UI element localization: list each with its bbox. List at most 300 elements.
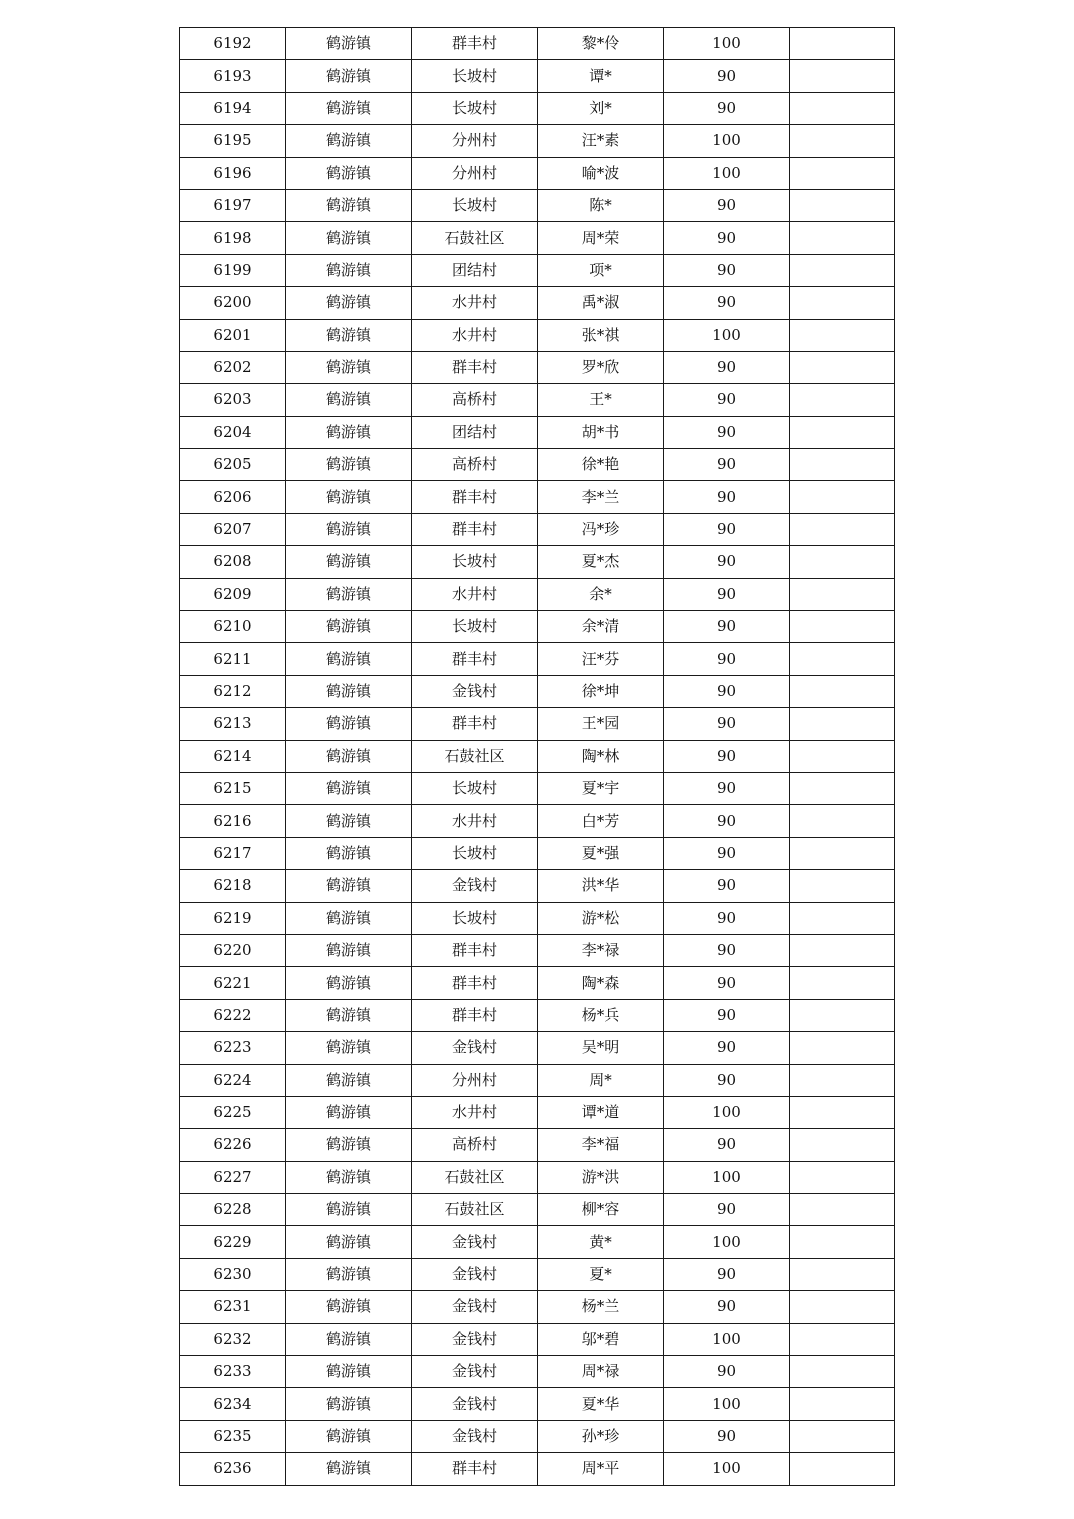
village-cell: 高桥村 bbox=[412, 449, 538, 481]
serial-number-cell: 6226 bbox=[180, 1129, 286, 1161]
village-cell: 长坡村 bbox=[412, 902, 538, 934]
amount-cell: 100 bbox=[664, 28, 790, 60]
table-row bbox=[180, 157, 895, 189]
table-row bbox=[180, 384, 895, 416]
town-cell: 鹤游镇 bbox=[286, 157, 412, 189]
village-cell: 金钱村 bbox=[412, 1291, 538, 1323]
name-cell: 杨*兰 bbox=[538, 1291, 664, 1323]
town-cell: 鹤游镇 bbox=[286, 449, 412, 481]
note-cell bbox=[790, 1258, 895, 1290]
village-cell: 金钱村 bbox=[412, 1226, 538, 1258]
note-cell bbox=[790, 1291, 895, 1323]
name-cell: 徐*坤 bbox=[538, 675, 664, 707]
amount-cell: 100 bbox=[664, 1388, 790, 1420]
town-cell: 鹤游镇 bbox=[286, 222, 412, 254]
table-row bbox=[180, 1161, 895, 1193]
table-row bbox=[180, 967, 895, 999]
name-cell: 项* bbox=[538, 254, 664, 286]
table-row bbox=[180, 416, 895, 448]
serial-number-cell: 6221 bbox=[180, 967, 286, 999]
note-cell bbox=[790, 1161, 895, 1193]
village-cell: 群丰村 bbox=[412, 967, 538, 999]
name-cell: 李*兰 bbox=[538, 481, 664, 513]
amount-cell: 90 bbox=[664, 449, 790, 481]
table-row bbox=[180, 546, 895, 578]
serial-number-cell: 6197 bbox=[180, 189, 286, 221]
name-cell: 夏*宇 bbox=[538, 772, 664, 804]
serial-number-cell: 6225 bbox=[180, 1096, 286, 1128]
amount-cell: 90 bbox=[664, 578, 790, 610]
note-cell bbox=[790, 643, 895, 675]
serial-number-cell: 6209 bbox=[180, 578, 286, 610]
serial-number-cell: 6223 bbox=[180, 1032, 286, 1064]
note-cell bbox=[790, 1096, 895, 1128]
town-cell: 鹤游镇 bbox=[286, 902, 412, 934]
table-row bbox=[180, 837, 895, 869]
village-cell: 水井村 bbox=[412, 578, 538, 610]
name-cell: 游*洪 bbox=[538, 1161, 664, 1193]
amount-cell: 90 bbox=[664, 416, 790, 448]
town-cell: 鹤游镇 bbox=[286, 1129, 412, 1161]
serial-number-cell: 6208 bbox=[180, 546, 286, 578]
table-row bbox=[180, 1194, 895, 1226]
town-cell: 鹤游镇 bbox=[286, 319, 412, 351]
town-cell: 鹤游镇 bbox=[286, 837, 412, 869]
table-row bbox=[180, 287, 895, 319]
name-cell: 谭* bbox=[538, 60, 664, 92]
note-cell bbox=[790, 28, 895, 60]
table-row bbox=[180, 28, 895, 60]
serial-number-cell: 6207 bbox=[180, 513, 286, 545]
serial-number-cell: 6204 bbox=[180, 416, 286, 448]
table-row bbox=[180, 189, 895, 221]
village-cell: 长坡村 bbox=[412, 546, 538, 578]
name-cell: 孙*珍 bbox=[538, 1420, 664, 1452]
town-cell: 鹤游镇 bbox=[286, 513, 412, 545]
table-row bbox=[180, 578, 895, 610]
serial-number-cell: 6215 bbox=[180, 772, 286, 804]
amount-cell: 90 bbox=[664, 1129, 790, 1161]
table-row bbox=[180, 1096, 895, 1128]
note-cell bbox=[790, 1420, 895, 1452]
note-cell bbox=[790, 967, 895, 999]
note-cell bbox=[790, 1323, 895, 1355]
note-cell bbox=[790, 578, 895, 610]
document-page bbox=[179, 27, 895, 1486]
roster-table bbox=[179, 27, 895, 1486]
serial-number-cell: 6224 bbox=[180, 1064, 286, 1096]
name-cell: 张*祺 bbox=[538, 319, 664, 351]
village-cell: 群丰村 bbox=[412, 28, 538, 60]
village-cell: 石鼓社区 bbox=[412, 222, 538, 254]
amount-cell: 90 bbox=[664, 999, 790, 1031]
note-cell bbox=[790, 1356, 895, 1388]
name-cell: 汪*素 bbox=[538, 125, 664, 157]
amount-cell: 100 bbox=[664, 1453, 790, 1485]
amount-cell: 90 bbox=[664, 772, 790, 804]
amount-cell: 90 bbox=[664, 254, 790, 286]
amount-cell: 90 bbox=[664, 902, 790, 934]
name-cell: 洪*华 bbox=[538, 870, 664, 902]
village-cell: 群丰村 bbox=[412, 643, 538, 675]
village-cell: 长坡村 bbox=[412, 189, 538, 221]
town-cell: 鹤游镇 bbox=[286, 1388, 412, 1420]
note-cell bbox=[790, 1129, 895, 1161]
town-cell: 鹤游镇 bbox=[286, 1226, 412, 1258]
table-row bbox=[180, 1258, 895, 1290]
name-cell: 王*园 bbox=[538, 708, 664, 740]
note-cell bbox=[790, 772, 895, 804]
serial-number-cell: 6214 bbox=[180, 740, 286, 772]
name-cell: 王* bbox=[538, 384, 664, 416]
amount-cell: 90 bbox=[664, 92, 790, 124]
amount-cell: 90 bbox=[664, 60, 790, 92]
village-cell: 长坡村 bbox=[412, 92, 538, 124]
serial-number-cell: 6229 bbox=[180, 1226, 286, 1258]
table-row bbox=[180, 222, 895, 254]
village-cell: 分州村 bbox=[412, 1064, 538, 1096]
name-cell: 余*清 bbox=[538, 611, 664, 643]
village-cell: 长坡村 bbox=[412, 611, 538, 643]
village-cell: 群丰村 bbox=[412, 513, 538, 545]
table-row bbox=[180, 740, 895, 772]
town-cell: 鹤游镇 bbox=[286, 967, 412, 999]
note-cell bbox=[790, 319, 895, 351]
amount-cell: 90 bbox=[664, 740, 790, 772]
table-row bbox=[180, 902, 895, 934]
village-cell: 水井村 bbox=[412, 287, 538, 319]
note-cell bbox=[790, 837, 895, 869]
name-cell: 汪*芬 bbox=[538, 643, 664, 675]
note-cell bbox=[790, 287, 895, 319]
village-cell: 长坡村 bbox=[412, 60, 538, 92]
village-cell: 分州村 bbox=[412, 125, 538, 157]
serial-number-cell: 6201 bbox=[180, 319, 286, 351]
town-cell: 鹤游镇 bbox=[286, 384, 412, 416]
name-cell: 白*芳 bbox=[538, 805, 664, 837]
note-cell bbox=[790, 1453, 895, 1485]
name-cell: 谭*道 bbox=[538, 1096, 664, 1128]
town-cell: 鹤游镇 bbox=[286, 1291, 412, 1323]
serial-number-cell: 6232 bbox=[180, 1323, 286, 1355]
name-cell: 黎*伶 bbox=[538, 28, 664, 60]
serial-number-cell: 6192 bbox=[180, 28, 286, 60]
amount-cell: 90 bbox=[664, 805, 790, 837]
table-row bbox=[180, 643, 895, 675]
table-row bbox=[180, 999, 895, 1031]
village-cell: 群丰村 bbox=[412, 708, 538, 740]
serial-number-cell: 6195 bbox=[180, 125, 286, 157]
amount-cell: 90 bbox=[664, 287, 790, 319]
town-cell: 鹤游镇 bbox=[286, 1453, 412, 1485]
name-cell: 余* bbox=[538, 578, 664, 610]
serial-number-cell: 6203 bbox=[180, 384, 286, 416]
amount-cell: 90 bbox=[664, 1064, 790, 1096]
amount-cell: 90 bbox=[664, 222, 790, 254]
name-cell: 夏*强 bbox=[538, 837, 664, 869]
amount-cell: 90 bbox=[664, 1032, 790, 1064]
town-cell: 鹤游镇 bbox=[286, 1258, 412, 1290]
name-cell: 周*平 bbox=[538, 1453, 664, 1485]
town-cell: 鹤游镇 bbox=[286, 1420, 412, 1452]
name-cell: 禹*淑 bbox=[538, 287, 664, 319]
town-cell: 鹤游镇 bbox=[286, 1356, 412, 1388]
village-cell: 群丰村 bbox=[412, 1453, 538, 1485]
table-row bbox=[180, 1420, 895, 1452]
note-cell bbox=[790, 708, 895, 740]
amount-cell: 100 bbox=[664, 157, 790, 189]
name-cell: 游*松 bbox=[538, 902, 664, 934]
town-cell: 鹤游镇 bbox=[286, 351, 412, 383]
village-cell: 水井村 bbox=[412, 1096, 538, 1128]
amount-cell: 90 bbox=[664, 1356, 790, 1388]
village-cell: 石鼓社区 bbox=[412, 1194, 538, 1226]
table-row bbox=[180, 125, 895, 157]
amount-cell: 100 bbox=[664, 1161, 790, 1193]
serial-number-cell: 6220 bbox=[180, 934, 286, 966]
note-cell bbox=[790, 999, 895, 1031]
village-cell: 长坡村 bbox=[412, 837, 538, 869]
town-cell: 鹤游镇 bbox=[286, 189, 412, 221]
town-cell: 鹤游镇 bbox=[286, 578, 412, 610]
table-row bbox=[180, 1064, 895, 1096]
table-row bbox=[180, 772, 895, 804]
village-cell: 高桥村 bbox=[412, 1129, 538, 1161]
amount-cell: 90 bbox=[664, 351, 790, 383]
name-cell: 邬*碧 bbox=[538, 1323, 664, 1355]
table-row bbox=[180, 675, 895, 707]
note-cell bbox=[790, 222, 895, 254]
town-cell: 鹤游镇 bbox=[286, 60, 412, 92]
note-cell bbox=[790, 740, 895, 772]
serial-number-cell: 6227 bbox=[180, 1161, 286, 1193]
serial-number-cell: 6205 bbox=[180, 449, 286, 481]
table-row bbox=[180, 1323, 895, 1355]
note-cell bbox=[790, 351, 895, 383]
serial-number-cell: 6206 bbox=[180, 481, 286, 513]
name-cell: 周* bbox=[538, 1064, 664, 1096]
name-cell: 吴*明 bbox=[538, 1032, 664, 1064]
town-cell: 鹤游镇 bbox=[286, 1096, 412, 1128]
name-cell: 夏* bbox=[538, 1258, 664, 1290]
serial-number-cell: 6196 bbox=[180, 157, 286, 189]
table-row bbox=[180, 254, 895, 286]
serial-number-cell: 6198 bbox=[180, 222, 286, 254]
name-cell: 陈* bbox=[538, 189, 664, 221]
amount-cell: 100 bbox=[664, 1096, 790, 1128]
amount-cell: 90 bbox=[664, 967, 790, 999]
table-row bbox=[180, 1453, 895, 1485]
village-cell: 分州村 bbox=[412, 157, 538, 189]
amount-cell: 90 bbox=[664, 837, 790, 869]
amount-cell: 90 bbox=[664, 546, 790, 578]
table-row bbox=[180, 319, 895, 351]
name-cell: 李*福 bbox=[538, 1129, 664, 1161]
amount-cell: 90 bbox=[664, 513, 790, 545]
name-cell: 陶*森 bbox=[538, 967, 664, 999]
note-cell bbox=[790, 1388, 895, 1420]
village-cell: 石鼓社区 bbox=[412, 740, 538, 772]
table-row bbox=[180, 1032, 895, 1064]
table-row bbox=[180, 934, 895, 966]
note-cell bbox=[790, 157, 895, 189]
serial-number-cell: 6217 bbox=[180, 837, 286, 869]
village-cell: 高桥村 bbox=[412, 384, 538, 416]
amount-cell: 90 bbox=[664, 870, 790, 902]
table-row bbox=[180, 481, 895, 513]
town-cell: 鹤游镇 bbox=[286, 805, 412, 837]
amount-cell: 90 bbox=[664, 481, 790, 513]
name-cell: 夏*华 bbox=[538, 1388, 664, 1420]
serial-number-cell: 6233 bbox=[180, 1356, 286, 1388]
note-cell bbox=[790, 1064, 895, 1096]
town-cell: 鹤游镇 bbox=[286, 1161, 412, 1193]
village-cell: 金钱村 bbox=[412, 1356, 538, 1388]
note-cell bbox=[790, 189, 895, 221]
town-cell: 鹤游镇 bbox=[286, 772, 412, 804]
amount-cell: 90 bbox=[664, 1258, 790, 1290]
town-cell: 鹤游镇 bbox=[286, 643, 412, 675]
village-cell: 长坡村 bbox=[412, 772, 538, 804]
name-cell: 罗*欣 bbox=[538, 351, 664, 383]
table-row bbox=[180, 870, 895, 902]
village-cell: 石鼓社区 bbox=[412, 1161, 538, 1193]
town-cell: 鹤游镇 bbox=[286, 481, 412, 513]
serial-number-cell: 6193 bbox=[180, 60, 286, 92]
village-cell: 团结村 bbox=[412, 254, 538, 286]
serial-number-cell: 6194 bbox=[180, 92, 286, 124]
note-cell bbox=[790, 934, 895, 966]
note-cell bbox=[790, 513, 895, 545]
serial-number-cell: 6218 bbox=[180, 870, 286, 902]
name-cell: 陶*林 bbox=[538, 740, 664, 772]
village-cell: 金钱村 bbox=[412, 1420, 538, 1452]
serial-number-cell: 6231 bbox=[180, 1291, 286, 1323]
name-cell: 黄* bbox=[538, 1226, 664, 1258]
table-row bbox=[180, 60, 895, 92]
serial-number-cell: 6219 bbox=[180, 902, 286, 934]
note-cell bbox=[790, 902, 895, 934]
table-row bbox=[180, 805, 895, 837]
town-cell: 鹤游镇 bbox=[286, 740, 412, 772]
table-row bbox=[180, 449, 895, 481]
amount-cell: 90 bbox=[664, 708, 790, 740]
table-row bbox=[180, 1388, 895, 1420]
serial-number-cell: 6211 bbox=[180, 643, 286, 675]
note-cell bbox=[790, 254, 895, 286]
serial-number-cell: 6213 bbox=[180, 708, 286, 740]
table-row bbox=[180, 611, 895, 643]
note-cell bbox=[790, 1032, 895, 1064]
serial-number-cell: 6222 bbox=[180, 999, 286, 1031]
note-cell bbox=[790, 384, 895, 416]
name-cell: 李*禄 bbox=[538, 934, 664, 966]
note-cell bbox=[790, 870, 895, 902]
town-cell: 鹤游镇 bbox=[286, 999, 412, 1031]
note-cell bbox=[790, 1194, 895, 1226]
table-row bbox=[180, 1291, 895, 1323]
name-cell: 周*荣 bbox=[538, 222, 664, 254]
amount-cell: 90 bbox=[664, 934, 790, 966]
serial-number-cell: 6230 bbox=[180, 1258, 286, 1290]
town-cell: 鹤游镇 bbox=[286, 675, 412, 707]
note-cell bbox=[790, 481, 895, 513]
table-row bbox=[180, 1356, 895, 1388]
serial-number-cell: 6202 bbox=[180, 351, 286, 383]
village-cell: 团结村 bbox=[412, 416, 538, 448]
village-cell: 金钱村 bbox=[412, 675, 538, 707]
village-cell: 群丰村 bbox=[412, 481, 538, 513]
village-cell: 水井村 bbox=[412, 319, 538, 351]
town-cell: 鹤游镇 bbox=[286, 870, 412, 902]
name-cell: 刘* bbox=[538, 92, 664, 124]
roster-table-body bbox=[180, 28, 895, 1486]
amount-cell: 100 bbox=[664, 1226, 790, 1258]
name-cell: 徐*艳 bbox=[538, 449, 664, 481]
town-cell: 鹤游镇 bbox=[286, 1323, 412, 1355]
serial-number-cell: 6212 bbox=[180, 675, 286, 707]
table-row bbox=[180, 513, 895, 545]
village-cell: 群丰村 bbox=[412, 351, 538, 383]
serial-number-cell: 6199 bbox=[180, 254, 286, 286]
village-cell: 金钱村 bbox=[412, 1323, 538, 1355]
table-row bbox=[180, 92, 895, 124]
town-cell: 鹤游镇 bbox=[286, 934, 412, 966]
town-cell: 鹤游镇 bbox=[286, 1032, 412, 1064]
amount-cell: 100 bbox=[664, 125, 790, 157]
amount-cell: 90 bbox=[664, 1420, 790, 1452]
amount-cell: 90 bbox=[664, 1194, 790, 1226]
town-cell: 鹤游镇 bbox=[286, 1064, 412, 1096]
serial-number-cell: 6228 bbox=[180, 1194, 286, 1226]
amount-cell: 90 bbox=[664, 189, 790, 221]
town-cell: 鹤游镇 bbox=[286, 28, 412, 60]
note-cell bbox=[790, 60, 895, 92]
village-cell: 金钱村 bbox=[412, 1388, 538, 1420]
name-cell: 杨*兵 bbox=[538, 999, 664, 1031]
note-cell bbox=[790, 546, 895, 578]
village-cell: 金钱村 bbox=[412, 870, 538, 902]
town-cell: 鹤游镇 bbox=[286, 92, 412, 124]
table-row bbox=[180, 708, 895, 740]
name-cell: 冯*珍 bbox=[538, 513, 664, 545]
serial-number-cell: 6200 bbox=[180, 287, 286, 319]
table-row bbox=[180, 351, 895, 383]
amount-cell: 90 bbox=[664, 611, 790, 643]
amount-cell: 90 bbox=[664, 1291, 790, 1323]
table-row bbox=[180, 1129, 895, 1161]
note-cell bbox=[790, 675, 895, 707]
town-cell: 鹤游镇 bbox=[286, 254, 412, 286]
village-cell: 金钱村 bbox=[412, 1032, 538, 1064]
note-cell bbox=[790, 805, 895, 837]
name-cell: 柳*容 bbox=[538, 1194, 664, 1226]
village-cell: 水井村 bbox=[412, 805, 538, 837]
serial-number-cell: 6234 bbox=[180, 1388, 286, 1420]
note-cell bbox=[790, 449, 895, 481]
amount-cell: 90 bbox=[664, 643, 790, 675]
amount-cell: 100 bbox=[664, 319, 790, 351]
note-cell bbox=[790, 611, 895, 643]
town-cell: 鹤游镇 bbox=[286, 125, 412, 157]
note-cell bbox=[790, 92, 895, 124]
serial-number-cell: 6236 bbox=[180, 1453, 286, 1485]
serial-number-cell: 6210 bbox=[180, 611, 286, 643]
village-cell: 群丰村 bbox=[412, 934, 538, 966]
serial-number-cell: 6216 bbox=[180, 805, 286, 837]
town-cell: 鹤游镇 bbox=[286, 708, 412, 740]
name-cell: 胡*书 bbox=[538, 416, 664, 448]
